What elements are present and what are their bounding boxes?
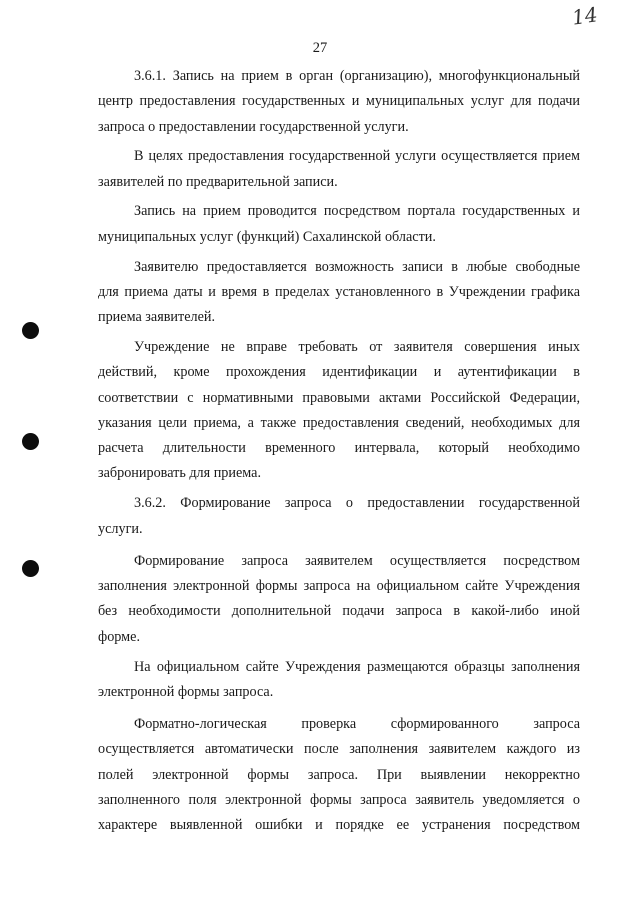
paragraph	[98, 655, 580, 706]
text-line: центр предоставления государственных и муниципальных услуг для подачи	[98, 93, 580, 110]
text-line: соответствии с нормативными правовыми актами Российской Федерации,	[98, 389, 580, 406]
text-line: Формирование запроса заявителем осуществляется посредством	[134, 552, 580, 569]
text-line: для приема даты и время в пределах установленного в Учреждении графика	[98, 283, 580, 300]
text-line: расчета длительности временного интервала, который необходимо	[98, 440, 580, 457]
text-line: заполненного поля электронной формы запроса заявитель уведомляется о	[98, 792, 580, 809]
paragraph	[98, 255, 580, 331]
text-line: заявителей по предварительной записи.	[98, 173, 338, 190]
text-line: характере выявленной ошибки и порядке ее устранения посредством	[98, 817, 580, 834]
text-line: 3.6.2. Формирование запроса о предоставлении государственной	[134, 495, 580, 512]
paragraph	[98, 64, 580, 140]
text-line: Форматно-логическая проверка сформированного запроса	[134, 716, 580, 733]
text-line: приема заявителей.	[98, 309, 216, 326]
text-line: указания цели приема, а также предоставления сведений, необходимых для	[98, 414, 580, 431]
text-line: В целях предоставления государственной услуги осуществляется прием	[134, 148, 580, 165]
paragraph	[98, 144, 580, 195]
handwritten-sheet-number: 14	[570, 2, 599, 30]
paragraph	[98, 549, 580, 650]
text-line: электронной формы запроса.	[98, 683, 274, 700]
text-line: осуществляется автоматически после заполнения заявителем каждого из	[98, 741, 580, 758]
text-line: запроса о предоставлении государственной услуги.	[98, 118, 409, 135]
punch-hole-icon	[22, 322, 39, 339]
punch-hole-icon	[22, 560, 39, 577]
text-line: 3.6.1. Запись на прием в орган (организацию), многофункциональный	[134, 68, 580, 84]
document-body	[98, 64, 580, 843]
paragraph	[98, 712, 580, 838]
text-line: Учреждение не вправе требовать от заявителя совершения иных	[134, 338, 580, 355]
text-line: услуги.	[98, 520, 143, 537]
paragraph	[98, 335, 580, 487]
text-line: муниципальных услуг (функций) Сахалинской области.	[98, 228, 436, 245]
text-line: Заявителю предоставляется возможность записи в любые свободные	[134, 258, 580, 275]
text-line: полей электронной формы запроса. При выявлении некорректно	[98, 766, 580, 783]
paragraph	[98, 199, 580, 250]
paragraph	[98, 491, 580, 542]
text-line: без необходимости дополнительной подачи запроса в какой-либо иной	[98, 603, 580, 620]
page-number: 27	[312, 40, 328, 56]
text-line: Запись на прием проводится посредством портала государственных и	[134, 203, 580, 220]
text-line: забронировать для приема.	[98, 465, 262, 482]
text-line: действий, кроме прохождения идентификации и аутентификации в	[98, 364, 580, 381]
text-line: заполнения электронной формы запроса на официальном сайте Учреждения	[98, 578, 580, 595]
text-line: На официальном сайте Учреждения размещаются образцы заполнения	[134, 658, 580, 675]
text-line: форме.	[98, 628, 140, 645]
punch-hole-icon	[22, 433, 39, 450]
